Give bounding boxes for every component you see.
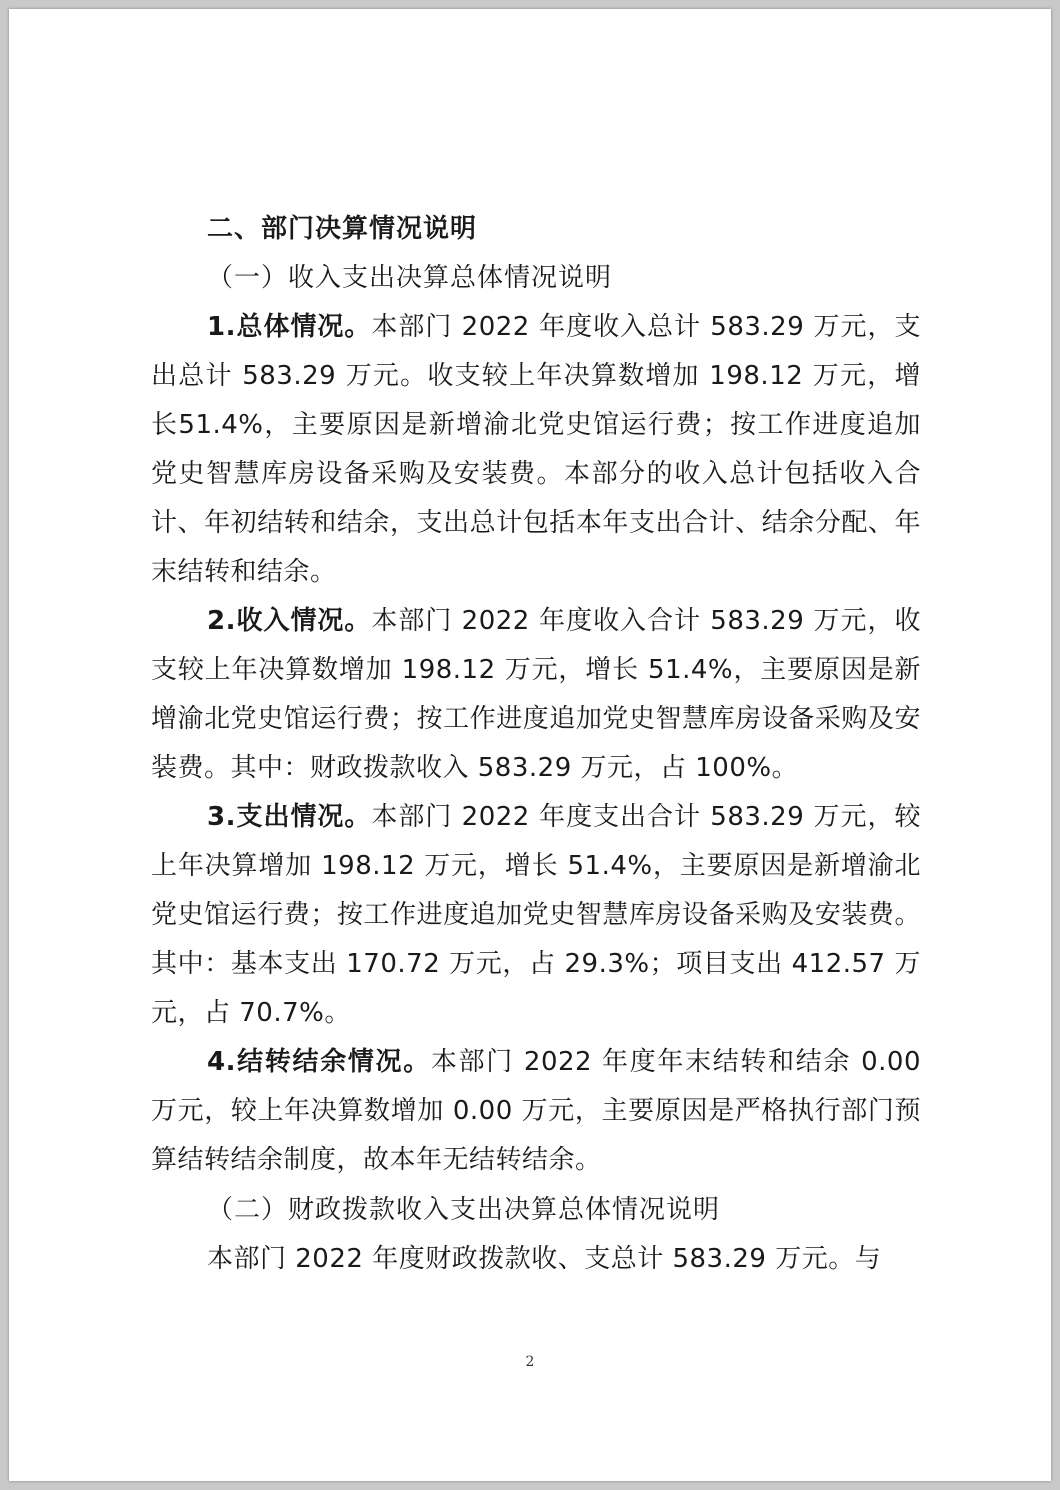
page-number: 2 [525,1354,535,1370]
subsection-heading-fiscal-appropriation: （二）财政拨款收入支出决算总体情况说明 [207,1195,721,1225]
paragraph-overall [151,303,921,597]
paragraph-lead: 1.总体情况。 [207,312,372,342]
subsection-heading-income-expenditure: （一）收入支出决算总体情况说明 [207,263,613,293]
paragraph-income [151,597,921,793]
paragraph-closing: 本部门 2022 年度财政拨款收、支总计 583.29 万元。与 [207,1244,882,1274]
paragraph-text: 本部门 2022 年度收入合计 583.29 万元，收支较上年决算数增加 198.12 万元，增长 51.4%，主要原因是新增渝北党史馆运行费；按工作进度追加党史智慧库房设备采购及安装费。其中：财政拨款收入 583.29 万元，占 100%。 [151,606,921,783]
paragraph-lead: 4.结转结余情况。 [207,1047,431,1077]
paragraph-text: 本部门 2022 年度年末结转和结余 0.00 万元，较上年决算数增加 0.00 万元，主要原因是严格执行部门预算结转结余制度，故本年无结转结余。 [151,1047,921,1175]
section-heading: 二、部门决算情况说明 [207,214,478,244]
paragraph-lead: 2.收入情况。 [207,606,372,636]
paragraph-text: 本部门 2022 年度收入总计 583.29 万元，支出总计 583.29 万元。收支较上年决算数增加 198.12 万元，增长51.4%，主要原因是新增渝北党史馆运行费；按工作进度追加党史智慧库房设备采购及安装费。本部分的收入总计包括收入合计、年初结转和结余，支出总计包括本年支出合计、结余分配、年末结转和结余。 [151,312,921,587]
paragraph-lead: 3.支出情况。 [207,802,372,832]
paragraph-text: 本部门 2022 年度支出合计 583.29 万元，较上年决算增加 198.12 万元，增长 51.4%，主要原因是新增渝北党史馆运行费；按工作进度追加党史智慧库房设备采购及安装费。其中：基本支出 170.72 万元，占 29.3%；项目支出 412.57 万元，占 70.7%。 [151,802,921,1028]
paragraph-carryover [151,1038,921,1185]
paragraph-expenditure [151,793,921,1038]
page-content [151,205,921,1284]
document-page [9,9,1051,1481]
